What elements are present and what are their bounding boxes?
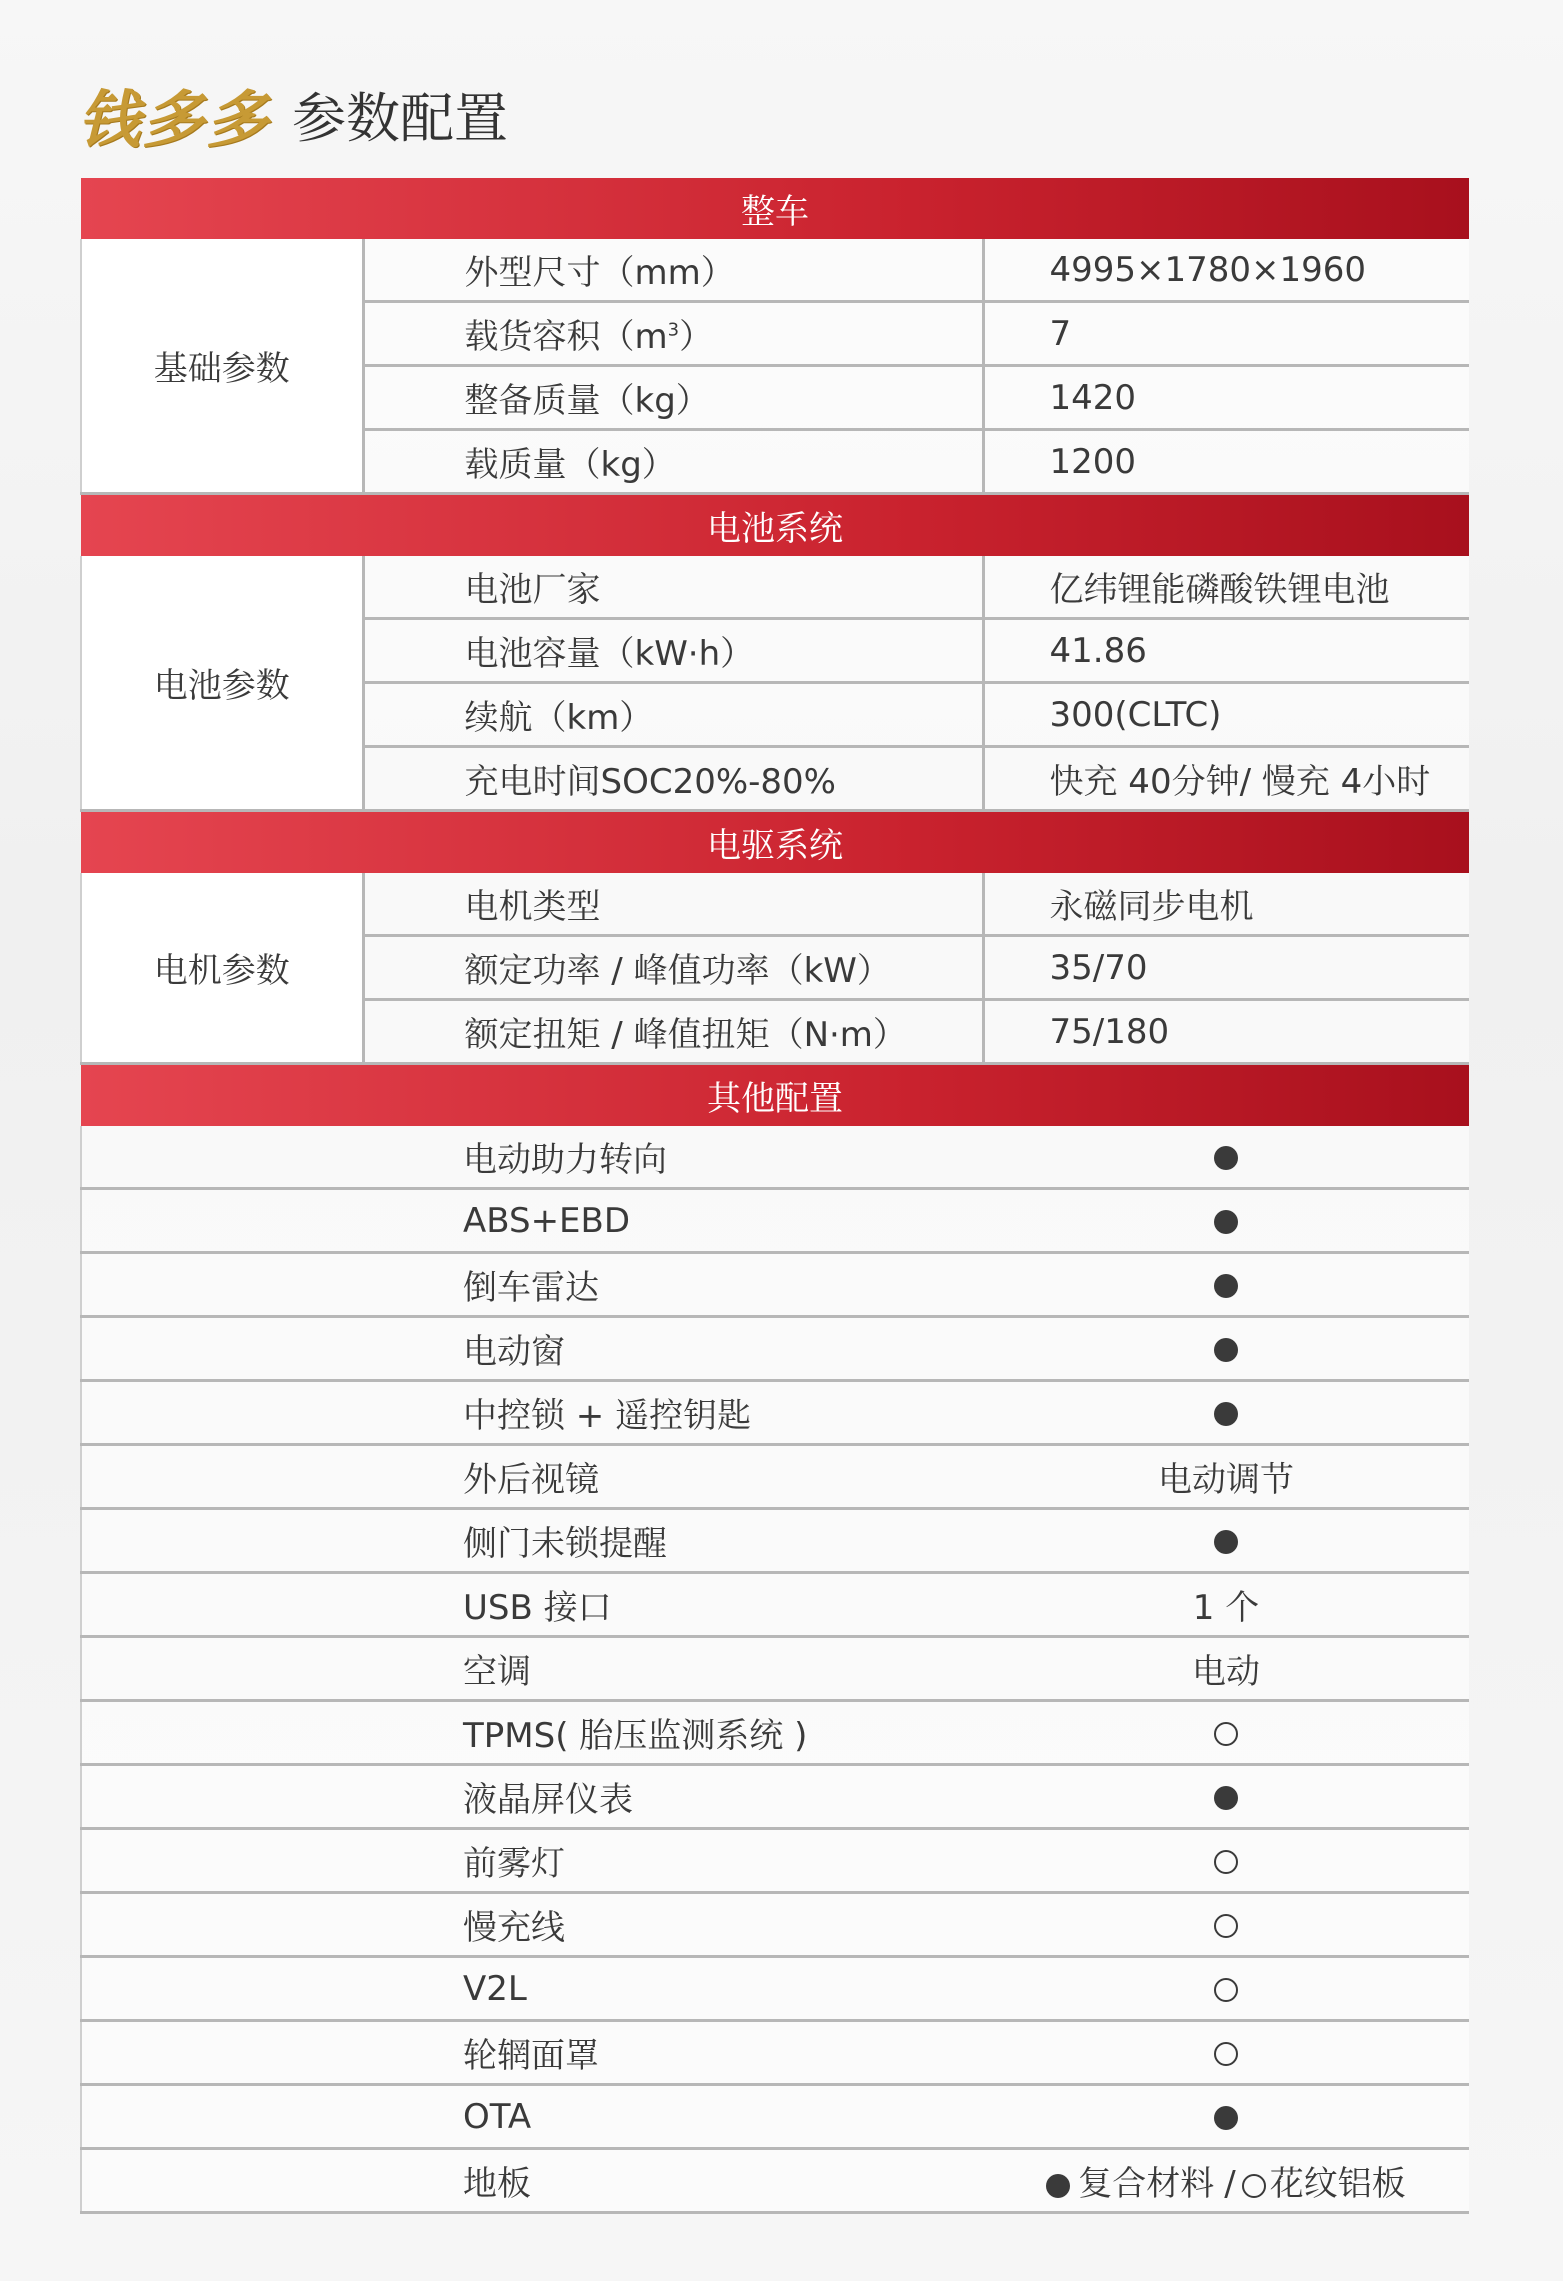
- row-spacer: [81, 2021, 363, 2085]
- filled-dot-icon: [1046, 2174, 1070, 2198]
- brand-logo-text: 钱多多: [78, 83, 271, 156]
- config-value: [983, 1829, 1469, 1893]
- param-value: 75/180: [983, 1000, 1469, 1064]
- filled-dot-icon: [1214, 2106, 1238, 2130]
- table-row: [81, 1445, 1469, 1509]
- config-name: 空调: [363, 1637, 983, 1701]
- row-spacer: [81, 2085, 363, 2149]
- section-title: 其他配置: [81, 1064, 1469, 1127]
- table-row: [81, 2149, 1469, 2213]
- config-name: 地板: [363, 2149, 983, 2213]
- config-value: [983, 2021, 1469, 2085]
- table-row: [81, 1701, 1469, 1765]
- config-name: TPMS( 胎压监测系统 ): [363, 1701, 983, 1765]
- table-row: [81, 1573, 1469, 1637]
- filled-dot-icon: [1214, 1786, 1238, 1810]
- param-name-text: 载货容积（m: [464, 317, 668, 357]
- config-value: [983, 1509, 1469, 1573]
- filled-dot-icon: [1214, 1210, 1238, 1234]
- table-row: [81, 1957, 1469, 2021]
- param-value: 4995×1780×1960: [983, 239, 1469, 302]
- row-spacer: [81, 1189, 363, 1253]
- param-name: 电池厂家: [363, 556, 983, 619]
- table-row: [81, 1765, 1469, 1829]
- config-value: [983, 1957, 1469, 2021]
- row-spacer: [81, 1893, 363, 1957]
- param-value: 1200: [983, 430, 1469, 494]
- hollow-circle-icon: [1214, 2042, 1238, 2066]
- row-spacer: [81, 1317, 363, 1381]
- config-value: [983, 1253, 1469, 1317]
- row-spacer: [81, 1573, 363, 1637]
- config-value: [983, 1381, 1469, 1445]
- param-value: 亿纬锂能磷酸铁锂电池: [983, 556, 1469, 619]
- row-spacer: [81, 1765, 363, 1829]
- table-row: [81, 1893, 1469, 1957]
- param-name: 额定扭矩 / 峰值扭矩（N·m）: [363, 1000, 983, 1064]
- section-title: 整车: [81, 178, 1469, 239]
- row-spacer: [81, 1253, 363, 1317]
- config-value: [983, 1573, 1469, 1637]
- row-spacer: [81, 1381, 363, 1445]
- table-row: [81, 556, 1469, 619]
- config-name: 液晶屏仪表: [363, 1765, 983, 1829]
- config-name: 侧门未锁提醒: [363, 1509, 983, 1573]
- hollow-circle-icon: [1242, 2174, 1266, 2198]
- config-name: 电动窗: [363, 1317, 983, 1381]
- hollow-circle-icon: [1214, 1850, 1238, 1874]
- config-name: 外后视镜: [363, 1445, 983, 1509]
- param-name-suffix: ）: [679, 317, 714, 357]
- legend-hollow-label: 花纹铝板: [1269, 2164, 1406, 2204]
- legend-filled-label: 复合材料: [1078, 2164, 1215, 2204]
- config-value: [983, 1126, 1469, 1189]
- hollow-circle-icon: [1214, 1978, 1238, 2002]
- config-name: 轮辋面罩: [363, 2021, 983, 2085]
- table-row: [81, 1829, 1469, 1893]
- param-value: 35/70: [983, 936, 1469, 1000]
- row-spacer: [81, 1445, 363, 1509]
- param-name: 整备质量（kg）: [363, 366, 983, 430]
- row-spacer: [81, 1637, 363, 1701]
- table-row: [81, 2085, 1469, 2149]
- row-spacer: [81, 1509, 363, 1573]
- title-row: [78, 70, 508, 159]
- config-name: V2L: [363, 1957, 983, 2021]
- param-value: 永磁同步电机: [983, 873, 1469, 936]
- config-name: 倒车雷达: [363, 1253, 983, 1317]
- table-row: [81, 1381, 1469, 1445]
- config-name: 前雾灯: [363, 1829, 983, 1893]
- config-value: [983, 1765, 1469, 1829]
- param-name: 额定功率 / 峰值功率（kW）: [363, 936, 983, 1000]
- section-header-battery: [81, 494, 1469, 557]
- table-row: [81, 1189, 1469, 1253]
- group-label-motor: 电机参数: [81, 873, 363, 1064]
- section-header-drive: [81, 811, 1469, 874]
- table-row: [81, 873, 1469, 936]
- config-name: USB 接口: [363, 1573, 983, 1637]
- config-value: [983, 1637, 1469, 1701]
- param-name: 充电时间SOC20%-80%: [363, 747, 983, 811]
- config-value: [983, 1317, 1469, 1381]
- filled-dot-icon: [1214, 1530, 1238, 1554]
- hollow-circle-icon: [1214, 1914, 1238, 1938]
- param-value: 300(CLTC): [983, 683, 1469, 747]
- config-value: [983, 1189, 1469, 1253]
- config-value-text: 电动: [1192, 1652, 1261, 1692]
- param-value: 41.86: [983, 619, 1469, 683]
- table-row: [81, 1126, 1469, 1189]
- config-value-text: 电动调节: [1158, 1460, 1295, 1500]
- config-value-text: 1 个: [1192, 1588, 1260, 1628]
- row-spacer: [81, 1957, 363, 2021]
- config-value: [983, 2149, 1469, 2213]
- filled-dot-icon: [1214, 1338, 1238, 1362]
- hollow-circle-icon: [1214, 1722, 1238, 1746]
- param-name: 载质量（kg）: [363, 430, 983, 494]
- param-name: 电池容量（kW·h）: [363, 619, 983, 683]
- config-name: 慢充线: [363, 1893, 983, 1957]
- table-row: [81, 1317, 1469, 1381]
- filled-dot-icon: [1214, 1402, 1238, 1426]
- section-title: 电驱系统: [81, 811, 1469, 874]
- group-label-battery: 电池参数: [81, 556, 363, 811]
- group-label-basic: 基础参数: [81, 239, 363, 494]
- other-config-body: [81, 1126, 1469, 2213]
- config-name: 中控锁 + 遥控钥匙: [363, 1381, 983, 1445]
- param-value: 1420: [983, 366, 1469, 430]
- filled-dot-icon: [1214, 1146, 1238, 1170]
- param-name: 电机类型: [363, 873, 983, 936]
- param-name: [363, 302, 983, 366]
- param-value: 快充 40分钟/ 慢充 4小时: [983, 747, 1469, 811]
- filled-dot-icon: [1214, 1274, 1238, 1298]
- spec-table: [80, 178, 1469, 2214]
- config-name: 电动助力转向: [363, 1126, 983, 1189]
- config-name: OTA: [363, 2085, 983, 2149]
- section-header-vehicle: [81, 178, 1469, 239]
- param-value: 7: [983, 302, 1469, 366]
- legend-separator: /: [1224, 2164, 1236, 2204]
- row-spacer: [81, 1701, 363, 1765]
- section-header-other: [81, 1064, 1469, 1127]
- row-spacer: [81, 1829, 363, 1893]
- row-spacer: [81, 2149, 363, 2213]
- config-value: [983, 1701, 1469, 1765]
- table-row: [81, 1637, 1469, 1701]
- param-name: 续航（km）: [363, 683, 983, 747]
- row-spacer: [81, 1126, 363, 1189]
- section-title: 电池系统: [81, 494, 1469, 557]
- config-value: [983, 2085, 1469, 2149]
- config-value: [983, 1445, 1469, 1509]
- table-row: [81, 1253, 1469, 1317]
- table-row: [81, 1509, 1469, 1573]
- config-value: [983, 1893, 1469, 1957]
- table-row: [81, 239, 1469, 302]
- param-name: 外型尺寸（mm）: [363, 239, 983, 302]
- param-name-superscript: 3: [667, 319, 680, 341]
- page-title: 参数配置: [292, 87, 509, 150]
- table-row: [81, 2021, 1469, 2085]
- config-name: ABS+EBD: [363, 1189, 983, 1253]
